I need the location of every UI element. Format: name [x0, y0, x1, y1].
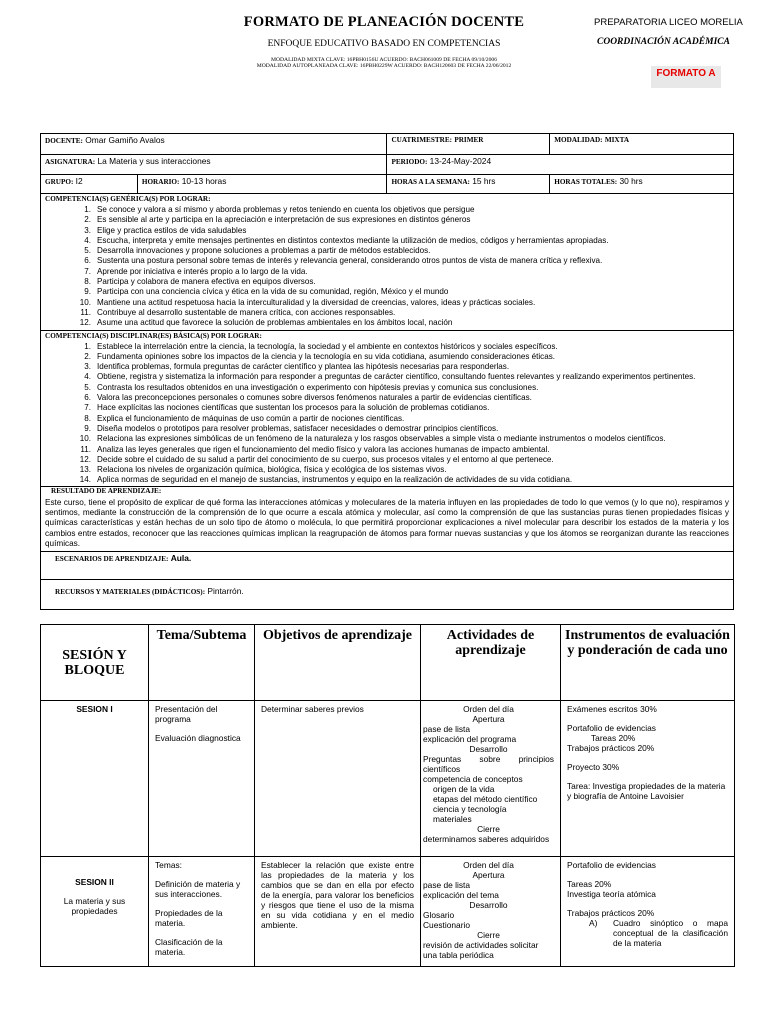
session-1-instrumentos — [561, 701, 735, 857]
institution-name: PREPARATORIA LICEO MORELIA — [594, 17, 743, 28]
docente-value: Omar Gamiño Avalos — [85, 135, 165, 145]
competencia-disciplinar-text: Obtiene, registra y sistematiza la información para responder a preguntas de carácter científico, consultando fuentes relevantes y realizando experimentos pertinentes. — [97, 372, 696, 382]
s2-inst-investiga: Investiga teoría atómica — [567, 889, 656, 899]
competencias-genericas-label: COMPETENCIA(S) GENÉRICA(S) POR LOGRAR: — [45, 195, 211, 203]
list-item — [45, 352, 729, 362]
modalidad-cell — [550, 134, 734, 155]
s1-act-explicacion: explicación del programa — [423, 734, 517, 744]
competencias-genericas-list — [45, 205, 729, 329]
s2-act-desarrollo: Desarrollo — [469, 900, 508, 910]
list-item — [45, 205, 729, 215]
list-item — [45, 342, 729, 352]
s2-act-apertura: Apertura — [472, 870, 505, 880]
s2-inst-a-label: A) — [589, 918, 598, 928]
list-item — [45, 434, 729, 444]
cuatrimestre-cell — [387, 134, 550, 155]
header-objetivos: Objetivos de aprendizaje — [255, 625, 421, 701]
s2-inst-a-text: Cuadro sinóptico o mapa conceptual de la clasificación de la materia — [613, 918, 728, 948]
table-row — [41, 857, 735, 967]
competencia-disciplinar-text: Valora las preconcepciones personales o comunes sobre diversos fenómenos naturales a partir de evidencias científicas. — [97, 393, 532, 403]
header-actividades: Actividades de aprendizaje — [421, 625, 561, 701]
competencia-generica-text: Elige y practica estilos de vida saludables — [97, 225, 247, 235]
periodo-cell — [387, 155, 734, 175]
recursos-label: RECURSOS Y MATERIALES (DIDÁCTICOS): — [55, 588, 206, 597]
list-item — [45, 298, 729, 308]
resultado-label: RESULTADO DE APRENDIZAJE: — [51, 486, 162, 495]
competencias-genericas-cell — [41, 194, 734, 331]
s1-act-origen: origen de la vida — [433, 784, 495, 794]
competencia-generica-number: 1. — [84, 205, 91, 214]
horas-totales-value: 30 hrs — [619, 176, 643, 186]
periodo-value: 13-24-May-2024 — [429, 156, 492, 166]
competencia-disciplinar-number: 4. — [84, 372, 91, 382]
competencia-generica-number: 9. — [84, 287, 91, 297]
header-sesion: SESIÓN Y BLOQUE — [41, 625, 149, 701]
s1-act-ciencia: ciencia y tecnología — [433, 804, 507, 814]
session-1-tema-1: Presentación del programa — [155, 704, 218, 724]
competencia-generica-text: Se conoce y valora a sí mismo y aborda problemas y retos teniendo en cuenta los objetivos que persigue — [97, 205, 475, 214]
competencia-disciplinar-text: Explica el funcionamiento de máquinas de uso común a partir de nociones científicas. — [97, 413, 405, 423]
session-plan-table — [40, 624, 735, 967]
s1-inst-trabajos: Trabajos prácticos 20% — [567, 743, 655, 753]
list-item — [45, 455, 729, 465]
modalidad-label: MODALIDAD: — [554, 136, 603, 144]
s1-act-cierre: Cierre — [477, 824, 500, 834]
session-1-name: SESION I — [41, 701, 149, 857]
competencia-disciplinar-number: 1. — [84, 341, 91, 351]
list-item — [45, 372, 729, 382]
competencia-generica-number: 3. — [84, 225, 91, 235]
session-2-tema-3: Clasificación de la materia. — [155, 937, 223, 957]
docente-label: DOCENTE: — [45, 137, 83, 145]
list-item — [45, 246, 729, 256]
competencia-disciplinar-text: Relaciona las expresiones simbólicas de un fenómeno de la naturaleza y los rasgos observables a simple vista o mediante instrumentos o modelos científicos. — [97, 434, 666, 444]
list-item — [45, 287, 729, 297]
course-info-table — [40, 133, 734, 610]
session-2-actividades — [421, 857, 561, 967]
grupo-label: GRUPO: — [45, 178, 74, 186]
list-item — [45, 362, 729, 372]
competencia-disciplinar-number: 14. — [79, 475, 91, 485]
competencia-generica-text: Es sensible al arte y participa en la apreciación e interpretación de sus expresiones en distintos géneros — [97, 215, 471, 225]
competencia-disciplinar-text: Contrasta los resultados obtenidos en una investigación o experimento con hipótesis previas y comunica sus conclusiones. — [97, 382, 539, 392]
session-2-objetivo: Establecer la relación que existe entre las propiedades de la materia y los cambios que se dan en ella por efecto de la energía, para valorar los beneficios y riesgos que tiene el uso de la misma en su vida cotidiana y en el medio ambiente. — [255, 857, 421, 967]
escenarios-cell — [41, 552, 734, 580]
competencia-generica-text: Asume una actitud que favorece la solución de problemas ambientales en los ámbitos local, nación — [97, 318, 453, 328]
horario-cell — [137, 175, 387, 194]
list-item — [45, 267, 729, 277]
s1-act-competencia: competencia de conceptos — [423, 774, 523, 784]
competencias-disciplinares-label: COMPETENCIA(S) DISCIPLINAR(ES) BÁSICA(S) POR LOGRAR: — [45, 331, 262, 340]
periodo-label: PERIODO: — [391, 158, 428, 166]
competencia-disciplinar-number: 8. — [84, 413, 91, 423]
s2-act-pase: pase de lista — [423, 880, 471, 890]
s2-act-glosario: Glosario — [423, 910, 455, 920]
s2-inst-portafolio: Portafolio de evidencias — [567, 860, 656, 870]
competencia-generica-text: Escucha, interpreta y emite mensajes pertinentes en distintos contextos mediante la utilización de medios, códigos y herramientas apropiadas. — [97, 235, 609, 245]
competencia-disciplinar-text: Diseña modelos o prototipos para resolver problemas, satisfacer necesidades o demostrar principios científicos. — [97, 423, 499, 433]
session-2-tema-2: Propiedades de la materia. — [155, 908, 223, 928]
session-1-objetivo: Determinar saberes previos — [255, 701, 421, 857]
competencias-disciplinares-cell — [41, 330, 734, 486]
list-item — [45, 318, 729, 328]
table-row — [41, 701, 735, 857]
session-2-block: La materia y sus propiedades — [63, 896, 126, 916]
coordination-label: COORDINACIÓN ACADÉMICA — [597, 37, 730, 47]
cuatrimestre-label: CUATRIMESTRE: — [391, 136, 453, 144]
escenarios-value: Aula. — [170, 553, 192, 564]
horas-totales-cell — [550, 175, 734, 194]
list-item — [45, 475, 729, 485]
competencia-disciplinar-text: Analiza las leyes generales que rigen el funcionamiento del medio físico y valora las acciones humanas de impacto ambiental. — [97, 444, 550, 454]
s1-inst-proyecto: Proyecto 30% — [567, 762, 620, 772]
s1-inst-examenes: Exámenes escritos 30% — [567, 704, 657, 714]
competencia-disciplinar-number: 13. — [79, 465, 91, 475]
competencia-disciplinar-number: 5. — [84, 382, 91, 392]
session-2-cell — [41, 857, 149, 967]
grupo-cell — [41, 175, 138, 194]
header-tema: Tema/Subtema — [149, 625, 255, 701]
s1-inst-portafolio: Portafolio de evidencias — [567, 723, 656, 733]
s1-act-pase: pase de lista — [423, 724, 471, 734]
list-item — [45, 256, 729, 266]
competencia-disciplinar-number: 12. — [79, 454, 91, 464]
s2-act-cierre: Cierre — [477, 930, 500, 940]
format-badge: FORMATO A — [651, 66, 721, 88]
competencia-disciplinar-number: 9. — [84, 423, 91, 433]
asignatura-value: La Materia y sus interacciones — [97, 156, 211, 166]
escenarios-label: ESCENARIOS DE APRENDIZAJE: — [55, 555, 169, 564]
competencia-disciplinar-number: 6. — [84, 393, 91, 403]
session-2-instrumentos — [561, 857, 735, 967]
competencia-disciplinar-text: Aplica normas de seguridad en el manejo de sustancias, instrumentos y equipo en la realización de actividades de su vida cotidiana. — [97, 475, 573, 485]
cuatrimestre-value: PRIMER — [454, 136, 484, 144]
grupo-value: I2 — [75, 176, 83, 186]
s2-inst-a-item — [567, 918, 728, 948]
competencia-generica-text: Participa y colabora de manera efectiva en equipos diversos. — [97, 277, 316, 287]
horas-semana-value: 15 hrs — [472, 176, 496, 186]
asignatura-cell — [41, 155, 387, 175]
horas-semana-label: HORAS A LA SEMANA: — [391, 178, 470, 186]
competencia-generica-text: Participa con una conciencia cívica y ética en la vida de su comunidad, región, México y el mundo — [97, 287, 449, 297]
competencia-generica-text: Contribuye al desarrollo sustentable de manera crítica, con acciones responsables. — [97, 307, 396, 317]
competencia-generica-number: 2. — [84, 215, 91, 225]
list-item — [45, 414, 729, 424]
s2-inst-trabajos: Trabajos prácticos 20% — [567, 908, 655, 918]
competencia-generica-number: 10. — [79, 297, 91, 307]
session-1-actividades — [421, 701, 561, 857]
s1-inst-tarea: Tarea: Investiga propiedades de la materia y biografía de Antoine Lavoisier — [567, 781, 726, 801]
competencia-disciplinar-text: Establece la interrelación entre la ciencia, la tecnología, la sociedad y el ambiente en contextos históricos y sociales específicos. — [97, 341, 558, 351]
horas-totales-label: HORAS TOTALES: — [554, 178, 618, 186]
competencia-disciplinar-text: Hace explícitas las nociones científicas que sustentan los procesos para la solución de problemas cotidianos. — [97, 403, 490, 413]
s1-act-preguntas: Preguntas sobre principios científicos — [423, 754, 554, 774]
horario-value: 10-13 horas — [181, 176, 227, 186]
asignatura-label: ASIGNATURA: — [45, 158, 96, 166]
horario-label: HORARIO: — [141, 178, 180, 186]
recursos-cell — [41, 580, 734, 610]
competencia-disciplinar-number: 3. — [84, 362, 91, 372]
modality-line-1: MODALIDAD MIXTA CLAVE: 16PBH0156U ACUERDO: BACH061009 DE FECHA 09/10/2006 — [270, 57, 497, 63]
s2-inst-tareas: Tareas 20% — [567, 879, 612, 889]
page-subtitle: ENFOQUE EDUCATIVO BASADO EN COMPETENCIAS — [267, 39, 501, 49]
modalidad-value: MIXTA — [604, 136, 630, 144]
competencia-generica-text: Desarrolla innovaciones y propone soluciones a problemas a partir de métodos establecidos. — [97, 246, 431, 256]
competencia-generica-number: 4. — [84, 235, 91, 245]
s1-act-apertura: Apertura — [472, 714, 505, 724]
s2-act-orden: Orden del día — [463, 860, 514, 870]
list-item — [45, 277, 729, 287]
list-item — [45, 215, 729, 225]
header-instrumentos: Instrumentos de evaluación y ponderación de cada uno — [561, 625, 735, 701]
recursos-value: Pintarrón. — [207, 586, 244, 597]
list-item — [45, 393, 729, 403]
s1-act-orden: Orden del día — [463, 704, 514, 714]
competencia-disciplinar-number: 10. — [79, 434, 91, 444]
list-item — [45, 226, 729, 236]
resultado-text: Este curso, tiene el propósito de explicar de qué forma las interacciones atómicas y moleculares de la materia influyen en las propiedades de todo lo que vemos (y lo que no), respiramos y sentimos, mediante la construcción de la comprensión de lo que ocurre a escala atómica y molecular, así como la comprensión de que las sustancias puras tienen propiedades físicas y químicas características y están hechas de un solo tipo de átomo o molécula, lo que permitirá proporcionar explicaciones a nivel molecular para describir los estados de la materia y los cambios entre estados, reconocer que las reacciones químicas implican la reagrupación de átomos para formar nuevas sustancias y que los átomos se reorganizan durante las reacciones químicas. — [45, 497, 729, 548]
competencia-disciplinar-text: Fundamenta opiniones sobre los impactos de la ciencia y la tecnología en su vida cotidiana, asumiendo consideraciones éticas. — [97, 351, 556, 361]
competencia-disciplinar-number: 7. — [84, 403, 91, 413]
s2-act-explicacion: explicación del tema — [423, 890, 499, 900]
page-title: FORMATO DE PLANEACIÓN DOCENTE — [243, 14, 525, 30]
docente-cell — [41, 134, 387, 155]
session-2-name: SESION II — [75, 877, 114, 887]
session-1-tema — [149, 701, 255, 857]
competencias-disciplinares-list — [45, 342, 729, 486]
list-item — [45, 236, 729, 246]
competencia-disciplinar-number: 2. — [84, 351, 91, 361]
s1-act-materiales: materiales — [433, 814, 472, 824]
list-item — [45, 403, 729, 413]
list-item — [45, 445, 729, 455]
session-1-tema-2: Evaluación diagnostica — [155, 733, 241, 743]
competencia-generica-number: 7. — [84, 266, 91, 276]
competencia-disciplinar-number: 11. — [80, 444, 91, 454]
session-2-temas-label: Temas: — [155, 860, 182, 870]
list-item — [45, 424, 729, 434]
competencia-generica-text: Sustenta una postura personal sobre temas de interés y relevancia general, considerando otros puntos de vista de manera crítica y reflexiva. — [97, 256, 603, 266]
competencia-generica-number: 5. — [84, 246, 91, 256]
s1-act-desarrollo: Desarrollo — [469, 744, 508, 754]
competencia-generica-text: Mantiene una actitud respetuosa hacia la interculturalidad y la diversidad de creencias, valores, ideas y prácticas sociales. — [97, 297, 536, 307]
s1-inst-tareas: Tareas 20% — [591, 733, 636, 743]
resultado-cell — [41, 486, 734, 551]
session-2-tema-1: Definición de materia y sus interacciones. — [155, 879, 241, 899]
s1-act-determinamos: determinamos saberes adquiridos — [423, 834, 550, 844]
s1-act-etapas: etapas del método científico — [433, 794, 538, 804]
competencia-generica-text: Aprende por iniciativa e interés propio a lo largo de la vida. — [97, 266, 308, 276]
competencia-disciplinar-text: Identifica problemas, formula preguntas de carácter científico y plantea las hipótesis necesarias para responderlas. — [97, 362, 510, 372]
list-item — [45, 308, 729, 318]
list-item — [45, 465, 729, 475]
competencia-generica-number: 6. — [84, 256, 91, 266]
competencia-generica-number: 12. — [79, 318, 91, 328]
competencia-disciplinar-text: Decide sobre el cuidado de su salud a partir del conocimiento de su cuerpo, sus procesos vitales y el entorno al que pertenece. — [97, 454, 554, 464]
s2-act-revision: revisión de actividades solicitar una tabla periódica — [423, 940, 539, 960]
horas-semana-cell — [387, 175, 550, 194]
list-item — [45, 383, 729, 393]
competencia-generica-number: 8. — [84, 277, 91, 287]
modality-line-2: MODALIDAD AUTOPLANEADA CLAVE: 16PBH0229W ACUERDO: BACH120603 DE FECHA 22/06/2012 — [256, 63, 512, 69]
competencia-disciplinar-text: Relaciona los niveles de organización química, biológica, física y ecológica de los sistemas vivos. — [97, 465, 447, 475]
competencia-generica-number: 11. — [80, 307, 91, 317]
s2-act-cuestionario: Cuestionario — [423, 920, 471, 930]
session-2-tema — [149, 857, 255, 967]
